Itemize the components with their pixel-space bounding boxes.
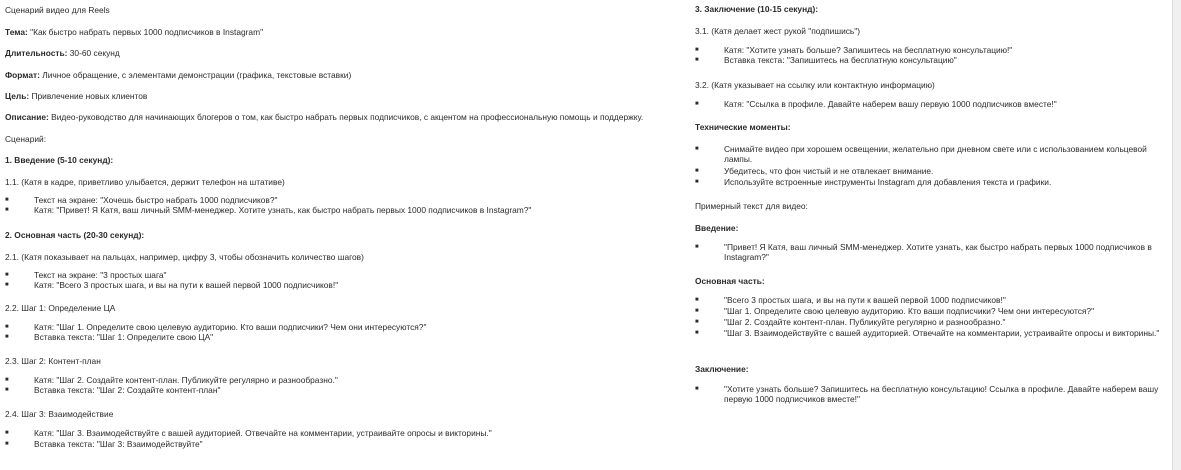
bullet-icon: ■ bbox=[695, 179, 699, 185]
bullet-icon: ■ bbox=[5, 377, 9, 383]
goal-label: Цель: bbox=[5, 91, 30, 101]
sample-intro-heading: Введение: bbox=[695, 223, 739, 233]
description-label: Описание: bbox=[5, 112, 49, 122]
bullet-icon: ■ bbox=[5, 441, 9, 447]
duration-line bbox=[5, 48, 120, 58]
vertical-scrollbar[interactable] bbox=[1172, 0, 1181, 470]
topic-value: "Как быстро набрать первых 1000 подписчиков в Instagram" bbox=[27, 27, 264, 37]
bullet-icon: ■ bbox=[695, 47, 699, 53]
bullet-icon: ■ bbox=[5, 430, 9, 436]
format-value: Личное обращение, с элементами демонстрации (графика, текстовые вставки) bbox=[39, 70, 352, 80]
sample-label: Примерный текст для видео: bbox=[695, 201, 808, 211]
topic-line bbox=[5, 27, 263, 37]
format-label: Формат: bbox=[5, 70, 40, 80]
bullet-icon: ■ bbox=[5, 197, 9, 203]
bullet-icon: ■ bbox=[5, 207, 9, 213]
goal-line bbox=[5, 91, 147, 101]
conclusion-heading: 3. Заключение (10-15 секунд): bbox=[695, 4, 819, 14]
script-label: Сценарий: bbox=[5, 134, 47, 144]
step3-heading: 2.4. Шаг 3: Взаимодействие bbox=[5, 409, 114, 419]
bullet-icon: ■ bbox=[695, 101, 699, 107]
duration-label: Длительность: bbox=[5, 48, 68, 58]
bullet-icon: ■ bbox=[695, 297, 699, 303]
topic-label: Тема: bbox=[5, 27, 28, 37]
bullet-icon: ■ bbox=[5, 387, 9, 393]
bullet-icon: ■ bbox=[695, 330, 699, 336]
main-heading: 2. Основная часть (20-30 секунд): bbox=[5, 230, 145, 240]
sample-main-heading: Основная часть: bbox=[695, 276, 765, 286]
description-value: Видео-руководство для начинающих блогеров о том, как быстро набрать первых подписчиков, с акцентом на профессиональную помощь и поддержку. bbox=[48, 112, 644, 122]
duration-value: 30-60 секунд bbox=[67, 48, 120, 58]
conclusion-scene-1: 3.1. (Катя делает жест рукой "подпишись") bbox=[695, 26, 861, 36]
document-title: Сценарий видео для Reels bbox=[5, 5, 110, 15]
step1-heading: 2.2. Шаг 1: Определение ЦА bbox=[5, 303, 116, 313]
bullet-icon: ■ bbox=[695, 57, 699, 63]
tech-heading: Технические моменты: bbox=[695, 122, 791, 132]
bullet-icon: ■ bbox=[5, 334, 9, 340]
intro-heading: 1. Введение (5-10 секунд): bbox=[5, 155, 114, 165]
bullet-icon: ■ bbox=[695, 168, 699, 174]
step2-heading: 2.3. Шаг 2: Контент-план bbox=[5, 356, 101, 366]
bullet-icon: ■ bbox=[695, 386, 699, 392]
intro-scene: 1.1. (Катя в кадре, приветливо улыбается, держит телефон на штативе) bbox=[5, 177, 285, 187]
format-line bbox=[5, 70, 351, 80]
bullet-icon: ■ bbox=[5, 282, 9, 288]
goal-value: Привлечение новых клиентов bbox=[29, 91, 148, 101]
sample-outro-heading: Заключение: bbox=[695, 364, 749, 374]
main-scene: 2.1. (Катя показывает на пальцах, например, цифру 3, чтобы обозначить количество шагов) bbox=[5, 252, 364, 262]
bullet-icon: ■ bbox=[5, 272, 9, 278]
bullet-icon: ■ bbox=[695, 244, 699, 250]
bullet-icon: ■ bbox=[695, 308, 699, 314]
bullet-icon: ■ bbox=[695, 146, 699, 152]
conclusion-scene-2: 3.2. (Катя указывает на ссылку или контактную информацию) bbox=[695, 80, 935, 90]
bullet-icon: ■ bbox=[695, 319, 699, 325]
bullet-icon: ■ bbox=[5, 324, 9, 330]
description-line bbox=[5, 112, 643, 122]
